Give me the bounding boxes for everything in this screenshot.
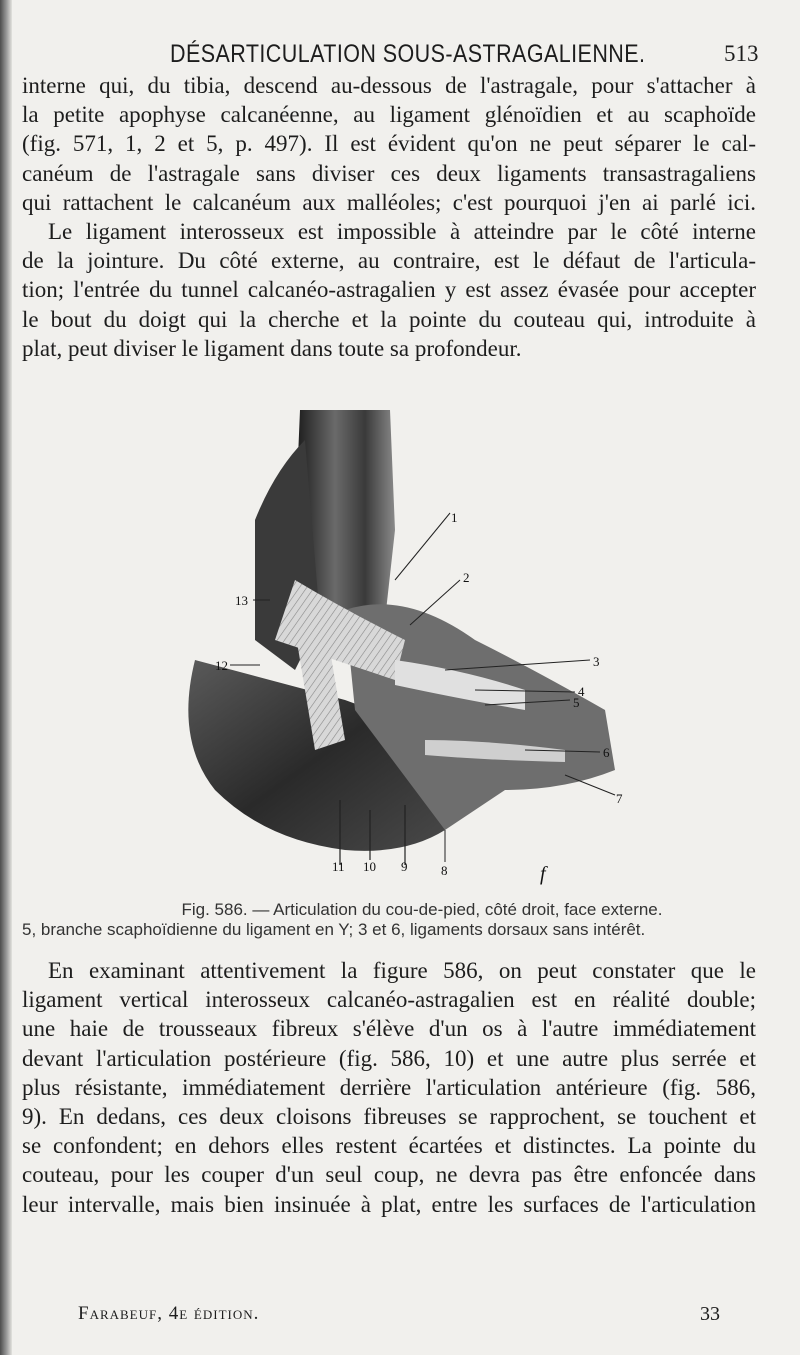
figure-label: 7	[616, 791, 623, 806]
caption-title: Fig. 586. — Articulation du cou-de-pied, côté droit, face externe.	[181, 900, 663, 919]
page-number: 513	[724, 41, 759, 66]
signature-number: 33	[700, 1303, 720, 1325]
figure-label: f	[540, 863, 546, 885]
text-line: devant l'articulation postérieure (fig. 586, 10) et une autre plus serrée et	[22, 1045, 756, 1071]
text-line: qui rattachent le calcanéum aux malléoles; c'est pourquoi j'en ai parlé ici.	[22, 189, 756, 215]
figure-label: 5	[573, 695, 580, 710]
text-line: interne qui, du tibia, descend au-dessous de l'astragale, pour s'attacher à	[22, 73, 756, 98]
figure-label: 12	[215, 658, 228, 673]
paragraph-1	[22, 71, 756, 217]
text-line: canéum de l'astragale sans diviser ces deux ligaments transastragaliens	[22, 160, 756, 186]
anatomical-figure	[145, 410, 645, 890]
text-line: 9). En dedans, ces deux cloisons fibreuses se rapprochent, se touchent et	[22, 1104, 756, 1130]
paragraph-3	[22, 956, 756, 1219]
text-line: leur intervalle, mais bien insinuée à plat, entre les surfaces de l'articulation	[22, 1191, 756, 1217]
text-line: couteau, pour les couper d'un seul coup, ne devra pas être enfoncée dans	[22, 1162, 756, 1188]
book-binding-shadow	[0, 0, 12, 1355]
text-line: tion; l'entrée du tunnel calcanéo-astragalien y est assez évasée pour accepter	[22, 277, 756, 303]
footer-edition: Farabeuf, 4e édition.	[78, 1303, 260, 1324]
figure-label: 2	[463, 570, 470, 585]
text-line: se confondent; en dehors elles restent écartées et distinctes. La pointe du	[22, 1133, 756, 1159]
text-line: plat, peut diviser le ligament dans toute sa profondeur.	[22, 335, 522, 361]
text-line: Le ligament interosseux est impossible à atteindre par le côté interne	[48, 219, 756, 244]
figure-label: 1	[451, 510, 458, 525]
figure-label: 8	[441, 863, 448, 878]
figure-label: 13	[235, 593, 248, 608]
figure-label: 11	[332, 859, 345, 874]
figure-label: 6	[603, 745, 610, 760]
page-header	[0, 40, 800, 70]
text-line: En examinant attentivement la figure 586, on peut constater que le	[48, 958, 756, 983]
running-title: DÉSARTICULATION SOUS-ASTRAGALIENNE.	[170, 40, 646, 68]
text-line: plus résistante, immédiatement derrière l'articulation antérieure (fig. 586,	[22, 1074, 756, 1100]
ankle-joint-illustration	[145, 410, 645, 890]
text-line: une haie de trousseaux fibreux s'élève d'un os à l'autre immédiatement	[22, 1016, 756, 1042]
figure-caption	[22, 900, 782, 940]
paragraph-2	[22, 217, 756, 363]
page-footer	[0, 1303, 800, 1329]
figure-label: 3	[593, 654, 600, 669]
text-line: la petite apophyse calcanéenne, au ligament glénoïdien et au scaphoïde	[22, 102, 756, 128]
text-line: ligament vertical interosseux calcanéo-astragalien est en réalité double;	[22, 987, 756, 1013]
text-line: le bout du doigt qui la cherche et la pointe du couteau qui, introduite à	[22, 306, 756, 332]
caption-legend: 5, branche scaphoïdienne du ligament en Y; 3 et 6, ligaments dorsaux sans intérêt.	[22, 920, 646, 939]
text-line: (fig. 571, 1, 2 et 5, p. 497). Il est évident qu'on ne peut séparer le cal-	[22, 131, 756, 157]
text-line: de la jointure. Du côté externe, au contraire, est le défaut de l'articula-	[22, 248, 756, 274]
figure-label: 10	[363, 859, 376, 874]
figure-label: 4	[578, 684, 585, 699]
figure-label: 9	[401, 859, 408, 874]
